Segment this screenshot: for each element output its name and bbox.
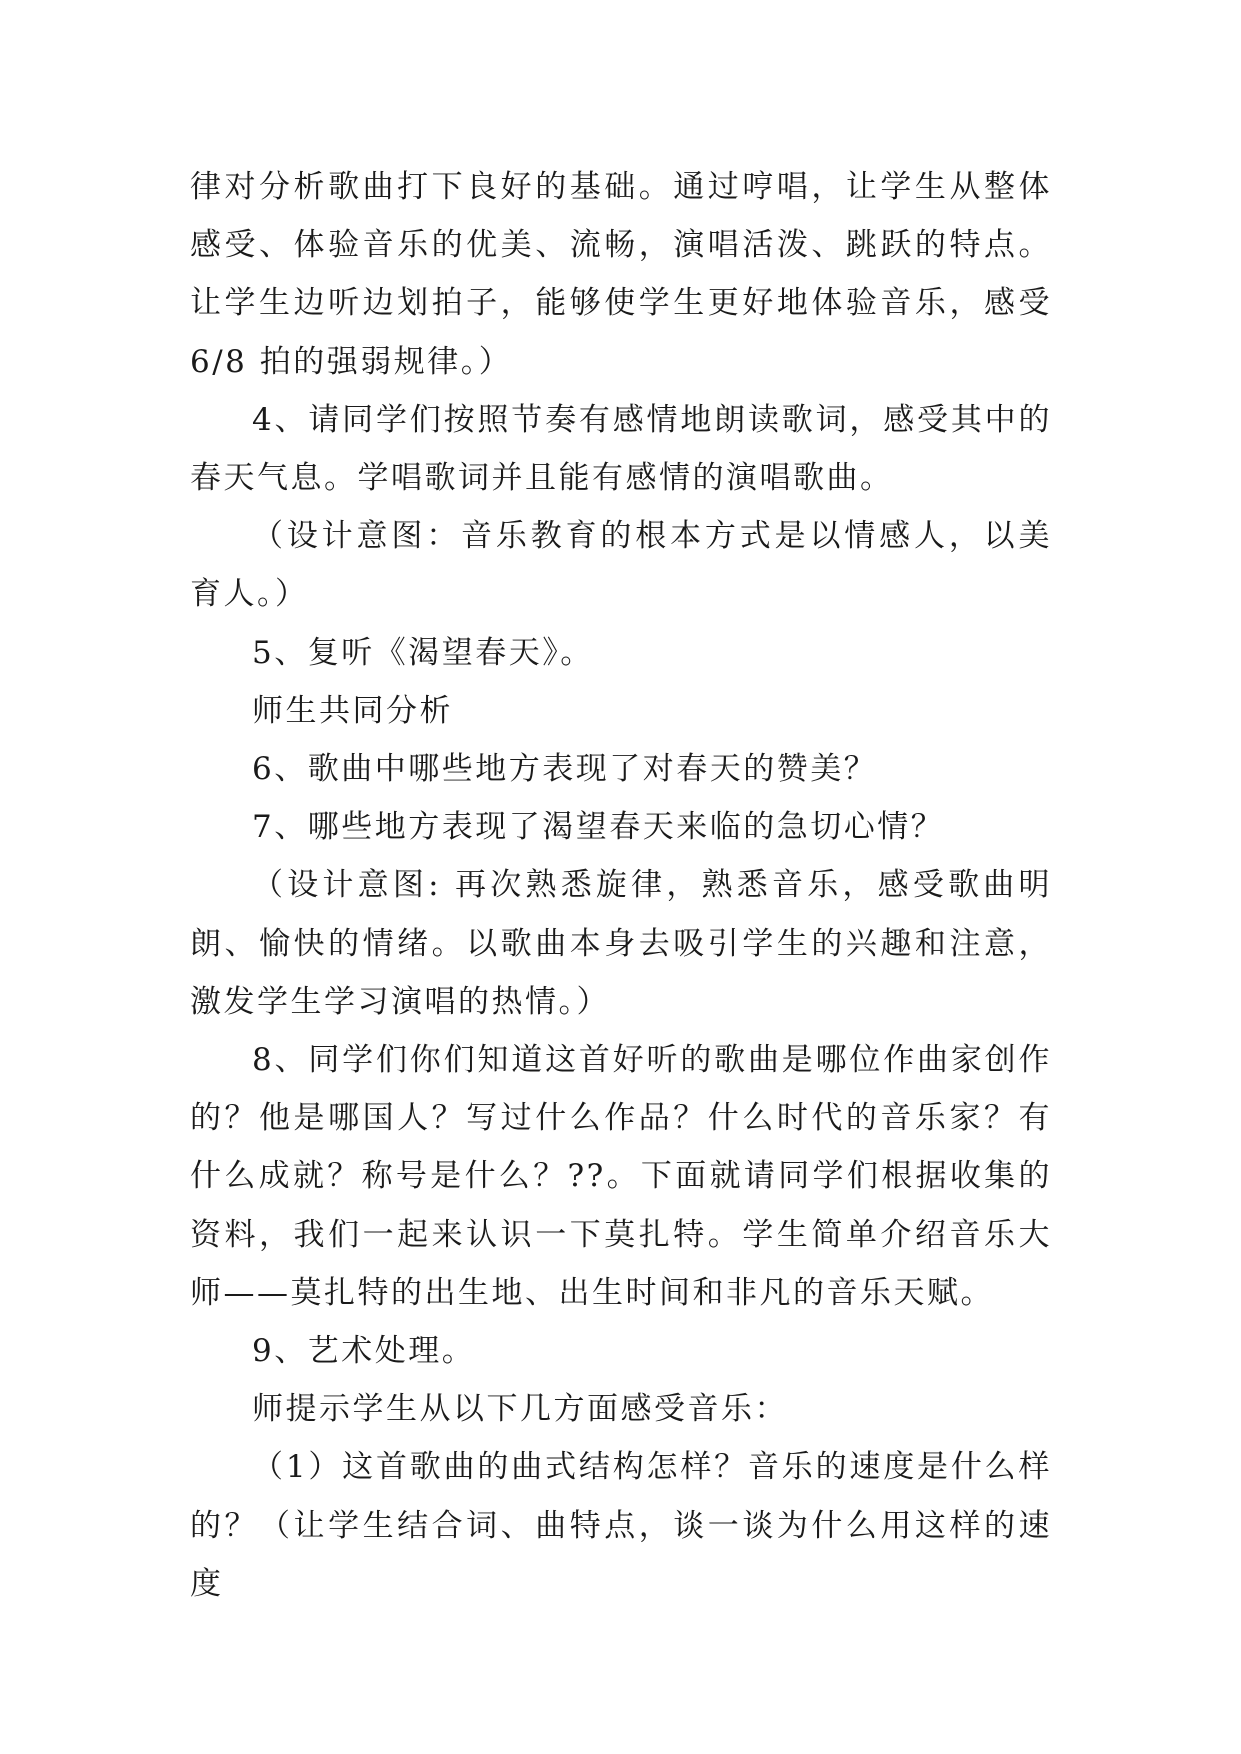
paragraph-continuation: 律对分析歌曲打下良好的基础。通过哼唱，让学生从整体感受、体验音乐的优美、流畅，演唱活泼、跳跃的特点。让学生边听边划拍子，能够使学生更好地体验音乐，感受 6/8 拍的强弱规律。） bbox=[190, 169, 1052, 380]
paragraph-step-5: 5、复听《渴望春天》。 bbox=[252, 634, 594, 671]
paragraph-step-4: 4、请同学们按照节奏有感情地朗读歌词，感受其中的春天气息。学唱歌词并且能有感情的演唱歌曲。 bbox=[190, 401, 1052, 497]
paragraph-teacher-prompt: 师提示学生从以下几方面感受音乐： bbox=[252, 1391, 788, 1428]
paragraph-joint-analysis: 师生共同分析 bbox=[252, 692, 453, 729]
paragraph-step-8: 8、同学们你们知道这首好听的歌曲是哪位作曲家创作的？他是哪国人？写过什么作品？什么时代的音乐家？有什么成就？称号是什么？??。下面就请同学们根据收集的资料，我们一起来认识一下莫扎特。学生简单介绍音乐大师——莫扎特的出生地、出生时间和非凡的音乐天赋。 bbox=[190, 1042, 1052, 1311]
paragraph-design-intent-1: （设计意图：音乐教育的根本方式是以情感人，以美育人。） bbox=[190, 518, 1052, 613]
body-text bbox=[190, 158, 1052, 1613]
paragraph-question-1: （1）这首歌曲的曲式结构怎样？音乐的速度是什么样的？（让学生结合词、曲特点，谈一谈为什么用这样的速度 bbox=[190, 1449, 1052, 1602]
paragraph-step-7: 7、哪些地方表现了渴望春天来临的急切心情？ bbox=[252, 809, 945, 846]
paragraph-design-intent-2: （设计意图: 再次熟悉旋律，熟悉音乐，感受歌曲明朗、愉快的情绪。以歌曲本身去吸引学生的兴趣和注意，激发学生学习演唱的热情。） bbox=[190, 867, 1052, 1020]
paragraph-step-9: 9、艺术处理。 bbox=[252, 1333, 476, 1370]
paragraph-step-6: 6、歌曲中哪些地方表现了对春天的赞美？ bbox=[252, 751, 878, 788]
